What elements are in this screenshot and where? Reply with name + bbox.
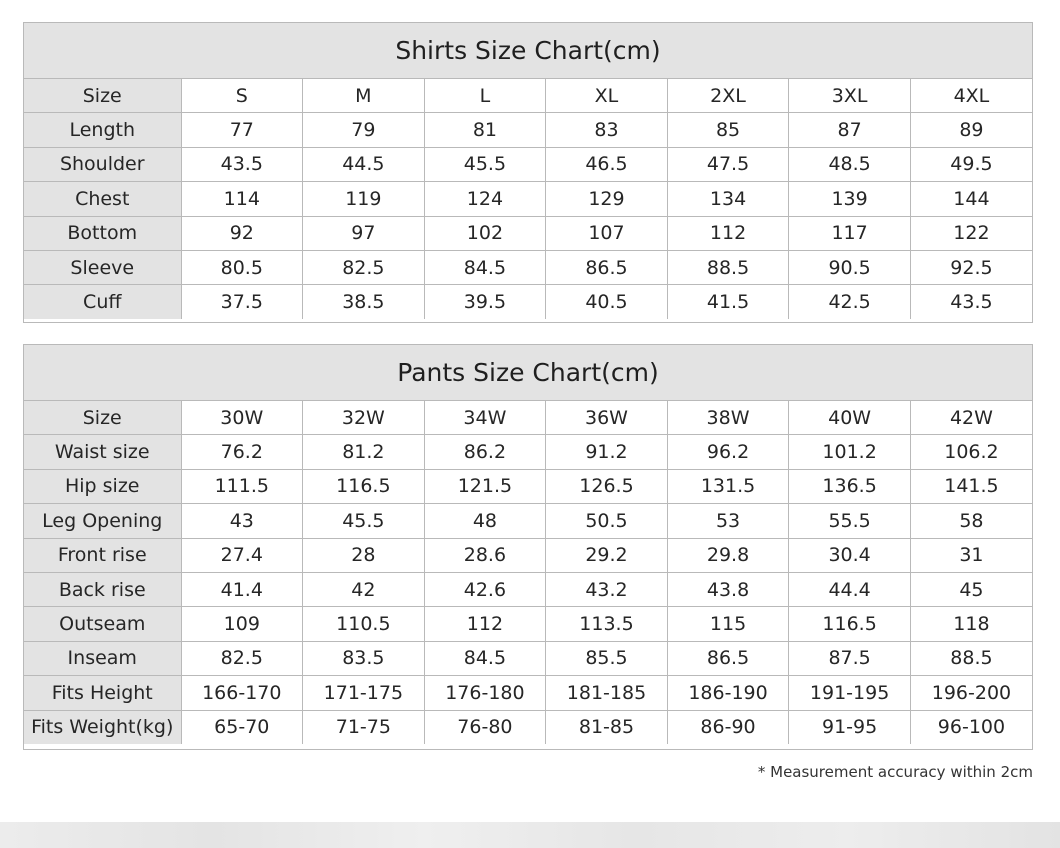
value-cell: 41.5 xyxy=(667,285,789,319)
pants-size-table xyxy=(24,401,1032,744)
value-cell: 111.5 xyxy=(181,469,303,503)
value-cell: 96-100 xyxy=(910,710,1032,744)
row-label: Shoulder xyxy=(24,147,181,181)
row-label: Leg Opening xyxy=(24,504,181,538)
value-cell: 119 xyxy=(303,182,425,216)
row-label: Bottom xyxy=(24,216,181,250)
value-cell: 101.2 xyxy=(789,435,911,469)
value-cell: 89 xyxy=(910,113,1032,147)
size-cell: 40W xyxy=(789,401,911,435)
value-cell: 90.5 xyxy=(789,250,911,284)
value-cell: 45 xyxy=(910,572,1032,606)
value-cell: 43 xyxy=(181,504,303,538)
row-label: Outseam xyxy=(24,607,181,641)
value-cell: 87.5 xyxy=(789,641,911,675)
value-cell: 77 xyxy=(181,113,303,147)
value-cell: 43.5 xyxy=(181,147,303,181)
measurement-note: * Measurement accuracy within 2cm xyxy=(757,763,1033,781)
value-cell: 92.5 xyxy=(910,250,1032,284)
value-cell: 83 xyxy=(546,113,668,147)
value-cell: 29.2 xyxy=(546,538,668,572)
row-label: Inseam xyxy=(24,641,181,675)
value-cell: 144 xyxy=(910,182,1032,216)
value-cell: 30.4 xyxy=(789,538,911,572)
size-cell: 4XL xyxy=(910,79,1032,113)
value-cell: 58 xyxy=(910,504,1032,538)
value-cell: 81.2 xyxy=(303,435,425,469)
row-label: Fits Height xyxy=(24,676,181,710)
value-cell: 117 xyxy=(789,216,911,250)
value-cell: 97 xyxy=(303,216,425,250)
value-cell: 118 xyxy=(910,607,1032,641)
value-cell: 87 xyxy=(789,113,911,147)
size-cell: 3XL xyxy=(789,79,911,113)
shirts-size-chart xyxy=(23,22,1033,323)
measurement-row xyxy=(24,435,1032,469)
value-cell: 55.5 xyxy=(789,504,911,538)
measurement-row xyxy=(24,469,1032,503)
size-cell: 42W xyxy=(910,401,1032,435)
value-cell: 53 xyxy=(667,504,789,538)
measurement-row xyxy=(24,607,1032,641)
value-cell: 80.5 xyxy=(181,250,303,284)
value-cell: 107 xyxy=(546,216,668,250)
value-cell: 39.5 xyxy=(424,285,546,319)
value-cell: 124 xyxy=(424,182,546,216)
value-cell: 44.4 xyxy=(789,572,911,606)
size-cell: 2XL xyxy=(667,79,789,113)
measurement-row xyxy=(24,572,1032,606)
value-cell: 115 xyxy=(667,607,789,641)
value-cell: 88.5 xyxy=(667,250,789,284)
value-cell: 45.5 xyxy=(424,147,546,181)
row-label: Hip size xyxy=(24,469,181,503)
value-cell: 79 xyxy=(303,113,425,147)
size-cell: 32W xyxy=(303,401,425,435)
value-cell: 37.5 xyxy=(181,285,303,319)
measurement-row xyxy=(24,710,1032,744)
value-cell: 85 xyxy=(667,113,789,147)
size-cell: S xyxy=(181,79,303,113)
value-cell: 106.2 xyxy=(910,435,1032,469)
value-cell: 86.2 xyxy=(424,435,546,469)
value-cell: 139 xyxy=(789,182,911,216)
value-cell: 82.5 xyxy=(181,641,303,675)
value-cell: 43.2 xyxy=(546,572,668,606)
value-cell: 176-180 xyxy=(424,676,546,710)
value-cell: 96.2 xyxy=(667,435,789,469)
value-cell: 166-170 xyxy=(181,676,303,710)
measurement-row xyxy=(24,216,1032,250)
value-cell: 113.5 xyxy=(546,607,668,641)
row-label: Cuff xyxy=(24,285,181,319)
row-label: Back rise xyxy=(24,572,181,606)
size-header-row xyxy=(24,79,1032,113)
value-cell: 131.5 xyxy=(667,469,789,503)
value-cell: 110.5 xyxy=(303,607,425,641)
row-label: Length xyxy=(24,113,181,147)
size-cell: 34W xyxy=(424,401,546,435)
row-label: Size xyxy=(24,401,181,435)
value-cell: 43.5 xyxy=(910,285,1032,319)
measurement-row xyxy=(24,147,1032,181)
measurement-row xyxy=(24,285,1032,319)
value-cell: 76-80 xyxy=(424,710,546,744)
value-cell: 50.5 xyxy=(546,504,668,538)
value-cell: 92 xyxy=(181,216,303,250)
row-label: Size xyxy=(24,79,181,113)
size-cell: XL xyxy=(546,79,668,113)
measurement-row xyxy=(24,182,1032,216)
value-cell: 112 xyxy=(424,607,546,641)
value-cell: 186-190 xyxy=(667,676,789,710)
measurement-row xyxy=(24,641,1032,675)
value-cell: 48.5 xyxy=(789,147,911,181)
value-cell: 42.5 xyxy=(789,285,911,319)
value-cell: 31 xyxy=(910,538,1032,572)
value-cell: 86.5 xyxy=(546,250,668,284)
value-cell: 29.8 xyxy=(667,538,789,572)
value-cell: 65-70 xyxy=(181,710,303,744)
value-cell: 84.5 xyxy=(424,641,546,675)
value-cell: 28.6 xyxy=(424,538,546,572)
value-cell: 83.5 xyxy=(303,641,425,675)
value-cell: 86-90 xyxy=(667,710,789,744)
row-label: Sleeve xyxy=(24,250,181,284)
value-cell: 44.5 xyxy=(303,147,425,181)
size-cell: 30W xyxy=(181,401,303,435)
pants-size-chart xyxy=(23,344,1033,750)
value-cell: 43.8 xyxy=(667,572,789,606)
value-cell: 42 xyxy=(303,572,425,606)
value-cell: 85.5 xyxy=(546,641,668,675)
value-cell: 49.5 xyxy=(910,147,1032,181)
shirts-size-table xyxy=(24,79,1032,319)
row-label: Chest xyxy=(24,182,181,216)
size-header-row xyxy=(24,401,1032,435)
value-cell: 102 xyxy=(424,216,546,250)
value-cell: 84.5 xyxy=(424,250,546,284)
size-cell: L xyxy=(424,79,546,113)
value-cell: 71-75 xyxy=(303,710,425,744)
value-cell: 86.5 xyxy=(667,641,789,675)
value-cell: 46.5 xyxy=(546,147,668,181)
size-cell: 36W xyxy=(546,401,668,435)
value-cell: 28 xyxy=(303,538,425,572)
value-cell: 38.5 xyxy=(303,285,425,319)
value-cell: 114 xyxy=(181,182,303,216)
size-cell: M xyxy=(303,79,425,113)
value-cell: 109 xyxy=(181,607,303,641)
shirts-chart-title: Shirts Size Chart(cm) xyxy=(24,23,1032,79)
value-cell: 121.5 xyxy=(424,469,546,503)
value-cell: 48 xyxy=(424,504,546,538)
value-cell: 81-85 xyxy=(546,710,668,744)
value-cell: 181-185 xyxy=(546,676,668,710)
value-cell: 129 xyxy=(546,182,668,216)
value-cell: 171-175 xyxy=(303,676,425,710)
value-cell: 40.5 xyxy=(546,285,668,319)
row-label: Front rise xyxy=(24,538,181,572)
value-cell: 45.5 xyxy=(303,504,425,538)
value-cell: 42.6 xyxy=(424,572,546,606)
pants-chart-title: Pants Size Chart(cm) xyxy=(24,345,1032,401)
measurement-row xyxy=(24,113,1032,147)
value-cell: 136.5 xyxy=(789,469,911,503)
value-cell: 82.5 xyxy=(303,250,425,284)
row-label: Fits Weight(kg) xyxy=(24,710,181,744)
value-cell: 88.5 xyxy=(910,641,1032,675)
value-cell: 27.4 xyxy=(181,538,303,572)
measurement-row xyxy=(24,250,1032,284)
value-cell: 91.2 xyxy=(546,435,668,469)
row-label: Waist size xyxy=(24,435,181,469)
measurement-row xyxy=(24,676,1032,710)
measurement-row xyxy=(24,504,1032,538)
value-cell: 116.5 xyxy=(789,607,911,641)
value-cell: 141.5 xyxy=(910,469,1032,503)
value-cell: 41.4 xyxy=(181,572,303,606)
value-cell: 91-95 xyxy=(789,710,911,744)
value-cell: 116.5 xyxy=(303,469,425,503)
value-cell: 191-195 xyxy=(789,676,911,710)
size-cell: 38W xyxy=(667,401,789,435)
value-cell: 122 xyxy=(910,216,1032,250)
value-cell: 134 xyxy=(667,182,789,216)
value-cell: 47.5 xyxy=(667,147,789,181)
value-cell: 76.2 xyxy=(181,435,303,469)
decorative-texture-strip xyxy=(0,822,1060,848)
value-cell: 112 xyxy=(667,216,789,250)
measurement-row xyxy=(24,538,1032,572)
value-cell: 196-200 xyxy=(910,676,1032,710)
value-cell: 81 xyxy=(424,113,546,147)
value-cell: 126.5 xyxy=(546,469,668,503)
